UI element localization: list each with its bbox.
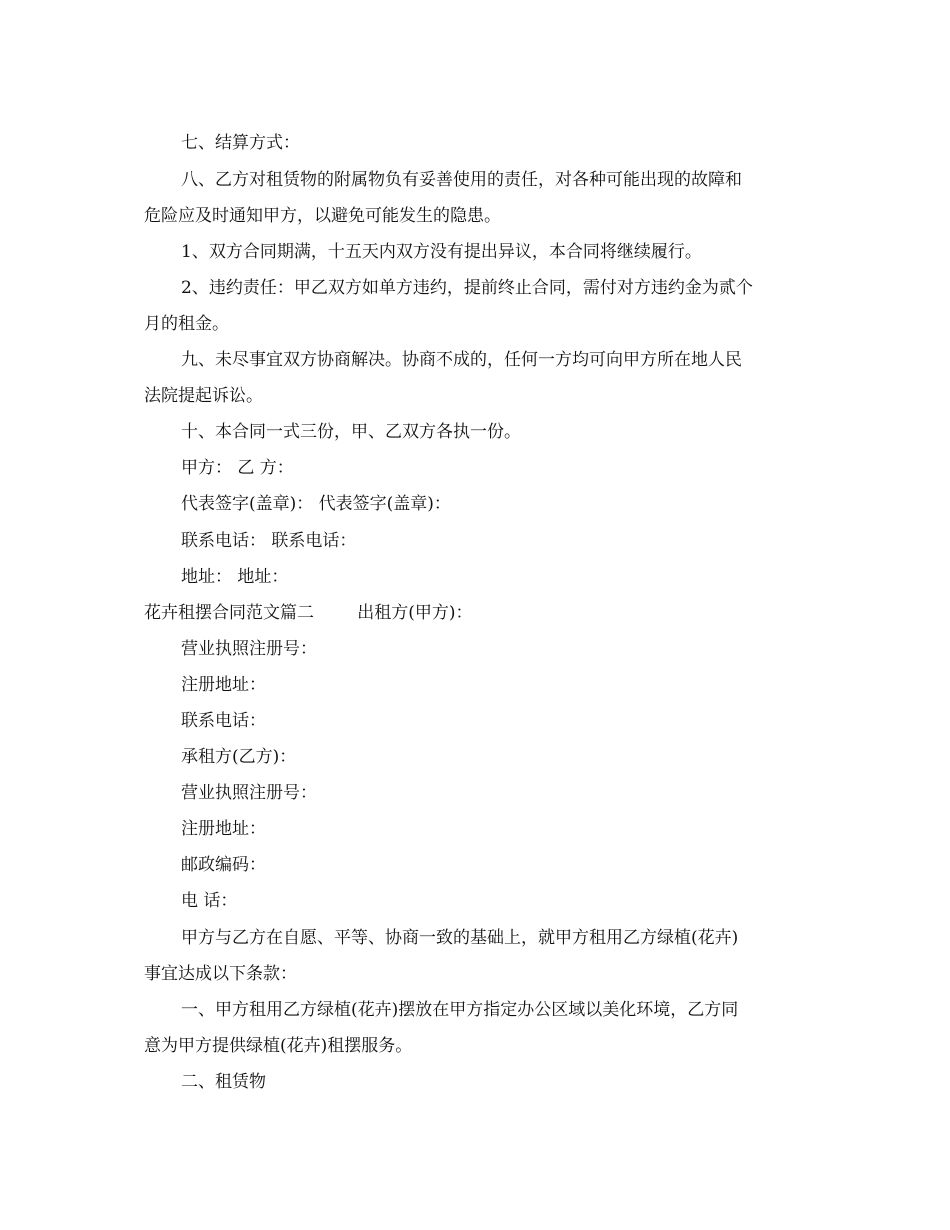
text-line: 电 话： xyxy=(181,891,238,911)
text-line: 地址： 地址： xyxy=(181,567,289,587)
text-line: 2、违约责任：甲乙双方如单方违约，提前终止合同，需付对方违约金为贰个 xyxy=(181,278,753,298)
text-line: 1、双方合同期满，十五天内双方没有提出异议，本合同将继续履行。 xyxy=(181,242,702,262)
text-line: 承租方(乙方)： xyxy=(181,747,297,767)
text-line: 二、租赁物 xyxy=(181,1072,266,1092)
text-line: 危险应及时通知甲方，以避免可能发生的隐患。 xyxy=(144,206,501,226)
text-line: 事宜达成以下条款： xyxy=(144,964,297,984)
text-line: 营业执照注册号： xyxy=(181,783,317,803)
text-line: 代表签字(盖章)： 代表签字(盖章)： xyxy=(181,494,451,514)
text-line: 甲方与乙方在自愿、平等、协商一致的基础上，就甲方租用乙方绿植(花卉) xyxy=(181,928,739,948)
text-line: 八、乙方对租赁物的附属物负有妥善使用的责任，对各种可能出现的故障和 xyxy=(181,170,742,190)
text-line: 营业执照注册号： xyxy=(181,639,317,659)
text-line: 七、结算方式： xyxy=(181,133,300,153)
text-line: 联系电话： 联系电话： xyxy=(181,531,357,551)
text-line: 一、甲方租用乙方绿植(花卉)摆放在甲方指定办公区域以美化环境，乙方同 xyxy=(181,1000,739,1020)
text-line: 九、未尽事宜双方协商解决。协商不成的，任何一方均可向甲方所在地人民 xyxy=(181,350,742,370)
text-line: 法院提起诉讼。 xyxy=(144,386,263,406)
text-line: 注册地址： xyxy=(181,819,266,839)
text-line: 邮政编码： xyxy=(181,855,266,875)
text-line: 联系电话： xyxy=(181,711,266,731)
text-line: 月的租金。 xyxy=(144,314,229,334)
section-heading: 花卉租摆合同范文篇二 出租方(甲方)： xyxy=(144,603,473,623)
text-line: 意为甲方提供绿植(花卉)租摆服务。 xyxy=(144,1036,413,1056)
text-line: 注册地址： xyxy=(181,675,266,695)
text-line: 十、本合同一式三份，甲、乙双方各执一份。 xyxy=(181,422,521,442)
text-line: 甲方： 乙 方： xyxy=(181,458,294,478)
